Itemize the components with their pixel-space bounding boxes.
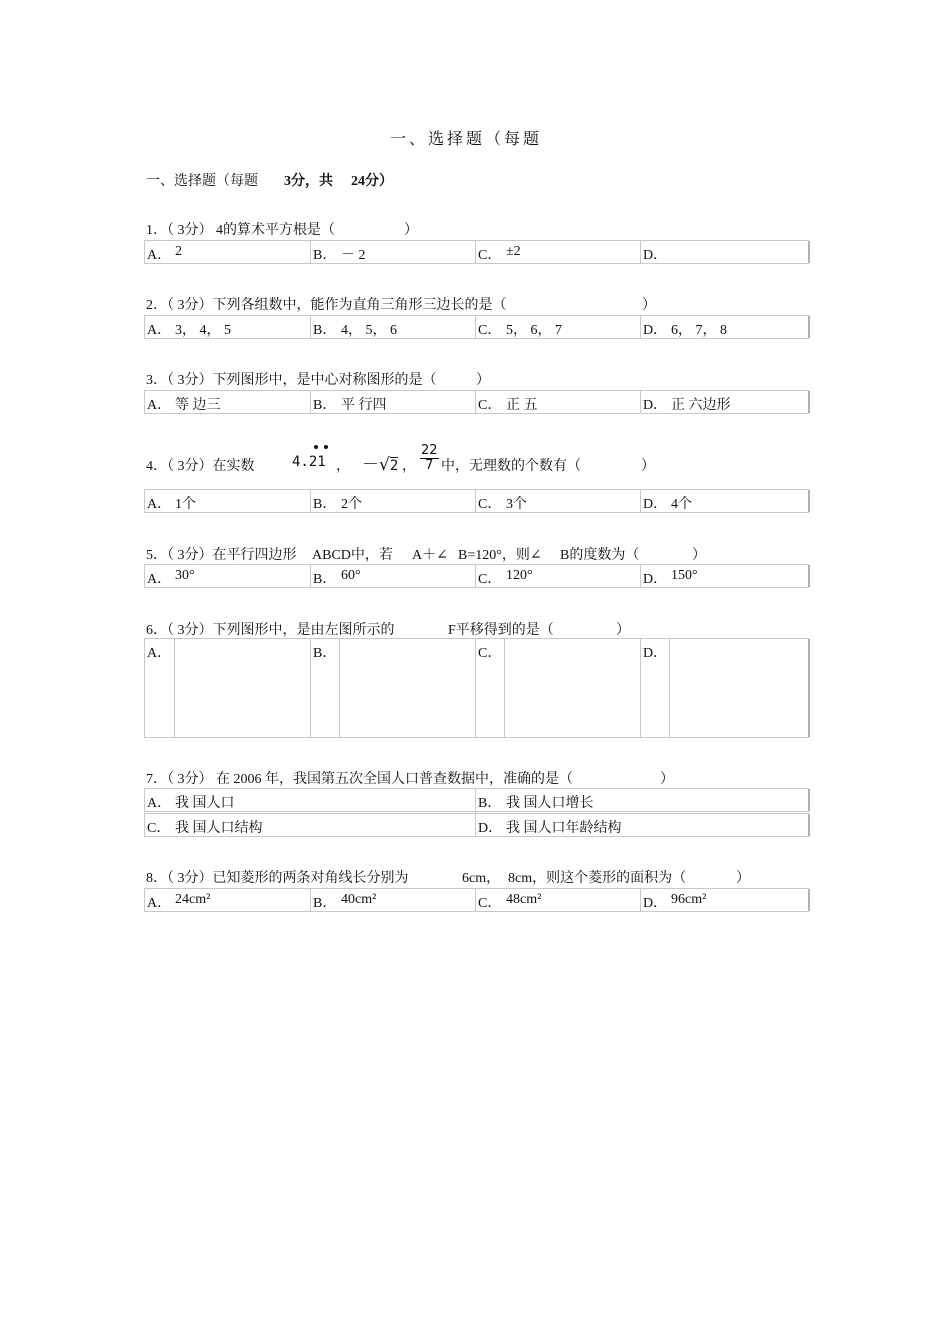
- fraction: $\frac{22}{7}$: [421, 443, 438, 473]
- question-4-stem: 4．（ 3分）在实数: [146, 459, 255, 474]
- question-3-stem: 3．（ 3分）下列图形中，是中心对称图形的是（ ）: [146, 373, 490, 388]
- option-a[interactable]: A． 30°: [144, 565, 310, 587]
- sqrt-expression: －√2: [362, 455, 399, 475]
- option-b[interactable]: B． 4， 5， 6: [310, 316, 475, 338]
- option-d[interactable]: D． 96cm²: [640, 889, 810, 911]
- question-2-stem: 2．（ 3分）下列各组数中，能作为直角三角形三边长的是（ ）: [146, 298, 656, 313]
- option-a[interactable]: A． 1个: [144, 490, 310, 512]
- option-c[interactable]: C． 5， 6， 7: [475, 316, 640, 338]
- question-6-options: [144, 638, 809, 738]
- option-d[interactable]: D． 我 国人口年龄结构: [475, 814, 810, 836]
- option-c[interactable]: C． 48cm²: [475, 889, 640, 911]
- option-d[interactable]: D． 4个: [640, 490, 810, 512]
- option-b[interactable]: B． 我 国人口增长: [475, 789, 810, 811]
- question-1-options: [144, 240, 809, 264]
- option-b[interactable]: B． 2个: [310, 490, 475, 512]
- option-c[interactable]: C．: [475, 639, 640, 737]
- question-5-options: [144, 564, 809, 588]
- question-1-stem: 1．（ 3分） 4的算术平方根是（ ）: [146, 223, 418, 238]
- option-d[interactable]: D．: [640, 639, 810, 737]
- separator: ，: [336, 459, 350, 474]
- section-part1: 一、选择题（每题: [146, 174, 258, 189]
- question-8-stem: 8．（ 3分）已知菱形的两条对角线长分别为 6cm， 8cm，则这个菱形的面积为（ ）: [146, 871, 750, 886]
- option-a[interactable]: A． 24cm²: [144, 889, 310, 911]
- question-3-options: [144, 390, 809, 414]
- question-2-options: [144, 315, 809, 339]
- option-b[interactable]: B． 60°: [310, 565, 475, 587]
- option-c[interactable]: C． 正 五: [475, 391, 640, 413]
- option-a[interactable]: A． 3， 4， 5: [144, 316, 310, 338]
- option-c[interactable]: C． 我 国人口结构: [144, 814, 475, 836]
- option-a[interactable]: A． 等 边三: [144, 391, 310, 413]
- question-5-stem: 5．（ 3分）在平行四边形 ABCD中，若 A＋∠ B=120°，则∠ B的度数为（ ）: [146, 548, 706, 563]
- option-c[interactable]: C． 3个: [475, 490, 640, 512]
- option-a[interactable]: A． 2: [144, 241, 310, 263]
- page-title: 一、选择题（每题: [390, 131, 543, 148]
- section-part2: 3分，共: [284, 174, 333, 189]
- repeating-decimal: 4.21: [292, 454, 326, 470]
- question-7-stem: 7．（ 3分） 在 2006 年，我国第五次全国人口普查数据中，准确的是（ ）: [146, 772, 674, 787]
- question-4-options: [144, 489, 809, 513]
- option-b[interactable]: B． － 2: [310, 241, 475, 263]
- question-6-stem: 6．（ 3分）下列图形中，是由左图所示的 F平移得到的是（ ）: [146, 623, 630, 638]
- repeat-dot: [324, 445, 328, 449]
- option-b[interactable]: B． 平 行四: [310, 391, 475, 413]
- question-8-options: [144, 888, 809, 912]
- option-b[interactable]: B． 40cm²: [310, 889, 475, 911]
- question-7-options-row1: [144, 788, 809, 812]
- question-7-options-row2: [144, 813, 809, 837]
- option-a[interactable]: A．: [144, 639, 310, 737]
- question-4-stem-end: 中，无理数的个数有（ ）: [441, 459, 655, 474]
- option-b[interactable]: B．: [310, 639, 475, 737]
- option-d[interactable]: D． 150°: [640, 565, 810, 587]
- option-d[interactable]: D． 6， 7， 8: [640, 316, 810, 338]
- option-d[interactable]: D．: [640, 241, 810, 263]
- option-a[interactable]: A． 我 国人口: [144, 789, 475, 811]
- option-d[interactable]: D． 正 六边形: [640, 391, 810, 413]
- repeat-dot: [314, 445, 318, 449]
- option-c[interactable]: C． ±2: [475, 241, 640, 263]
- section-heading: [146, 170, 393, 190]
- separator: ，: [402, 459, 416, 474]
- option-c[interactable]: C． 120°: [475, 565, 640, 587]
- section-part3: 24分）: [351, 174, 393, 189]
